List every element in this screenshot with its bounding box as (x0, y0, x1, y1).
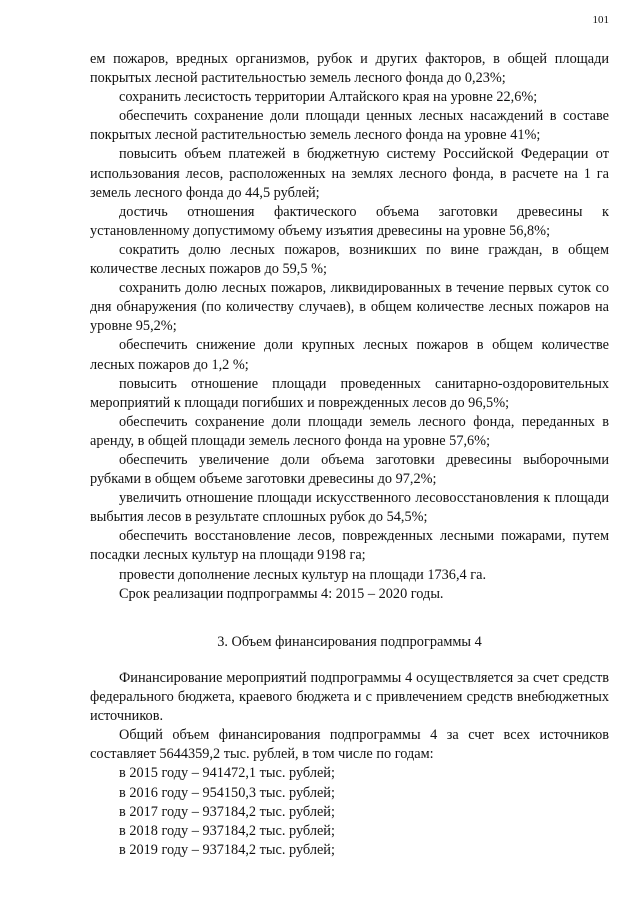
funding-section (90, 669, 609, 860)
implementation-term: Срок реализации подпрограммы 4: 2015 – 2020 годы. (119, 585, 444, 602)
goal-paragraph: сохранить лесистость территории Алтайского края на уровне 22,6%; (119, 89, 538, 106)
funding-year-item: в 2015 году – 941472,1 тыс. рублей; (119, 765, 335, 782)
funding-intro: Финансирование мероприятий подпрограммы 4 осуществляется за счет средств федерального бюджета, краевого бюджета и с привлечением средств внебюджетных источников. (90, 670, 609, 725)
funding-year-item: в 2018 году – 937184,2 тыс. рублей; (119, 822, 335, 839)
funding-year-item: в 2017 году – 937184,2 тыс. рублей; (119, 803, 335, 820)
funding-years-list (90, 764, 609, 859)
goal-paragraph: обеспечить сохранение доли площади земель лесного фонда, переданных в аренду, в общей площади земель лесного фонда на уровне 57,6%; (90, 413, 609, 449)
goal-paragraph: ем пожаров, вредных организмов, рубок и других факторов, в общей площади покрытых лесной растительностью земель лесного фонда до 0,23%; (90, 51, 609, 87)
goal-paragraph: обеспечить снижение доли крупных лесных пожаров в общем количестве лесных пожаров до 1,2 %; (90, 337, 609, 373)
funding-year-item: в 2019 году – 937184,2 тыс. рублей; (119, 841, 335, 858)
goal-paragraph: увеличить отношение площади искусственного лесовосстановления к площади выбытия лесов в результате сплошных рубок до 54,5%; (90, 490, 609, 526)
goal-paragraph: провести дополнение лесных культур на площади 1736,4 га. (119, 566, 487, 583)
goal-paragraph: обеспечить увеличение доли объема заготовки древесины выборочными рубками в общем объеме заготовки древесины до 97,2%; (90, 451, 609, 488)
subprogram-goals (90, 50, 609, 604)
goal-paragraph: повысить отношение площади проведенных санитарно-оздоровительных мероприятий к площади погибших и поврежденных лесов до 96,5%; (90, 375, 609, 411)
funding-total: Общий объем финансирования подпрограммы 4 за счет всех источников составляет 5644359,2 тыс. рублей, в том числе по годам: (90, 727, 609, 763)
funding-year-item: в 2016 году – 954150,3 тыс. рублей; (119, 784, 335, 801)
goal-paragraph: обеспечить сохранение доли площади ценных лесных насаждений в составе покрытых лесной растительностью земель лесного фонда на уровне 41%; (90, 108, 609, 144)
section-heading: 3. Объем финансирования подпрограммы 4 (217, 634, 482, 650)
goal-paragraph: обеспечить восстановление лесов, поврежденных лесными пожарами, путем посадки лесных культур на площади 9198 га; (90, 528, 609, 564)
goal-paragraph: сократить долю лесных пожаров, возникших по вине граждан, в общем количестве лесных пожаров до 59,5 %; (90, 241, 609, 278)
goal-paragraph: достичь отношения фактического объема заготовки древесины к установленному допустимому объему изъятия древесины на уровне 56,8%; (90, 203, 609, 239)
goal-paragraph: повысить объем платежей в бюджетную систему Российской Федерации от использования лесов, расположенных на землях лесного фонда, в расчете на 1 га земель лесного фонда до 44,5 рублей; (90, 146, 609, 201)
goal-paragraph: сохранить долю лесных пожаров, ликвидированных в течение первых суток со дня обнаружения (по количеству случаев), в общем количестве лесных пожаров на уровне 95,2%; (90, 280, 609, 335)
page-number: 101 (592, 14, 609, 26)
